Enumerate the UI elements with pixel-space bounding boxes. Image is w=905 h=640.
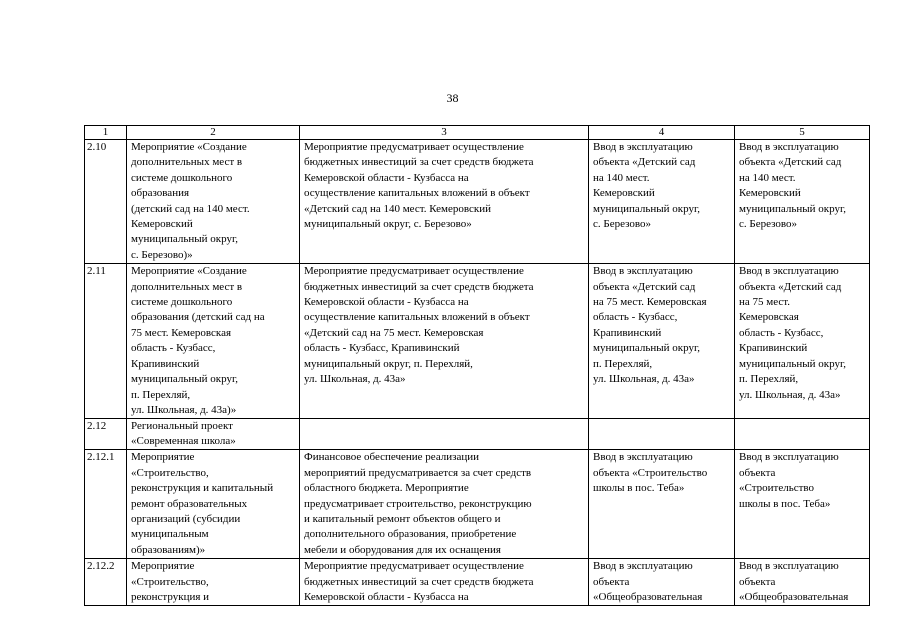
measure-description: Финансовое обеспечение реализации мероприятий предусматривается за счет средств областного бюджета. Мероприятие предусматривает строительство, реконструкцию и капитальный ремонт объектов общего и дополнительного образования, приобретение мебели и оборудования для их оснащения [300, 450, 589, 559]
table-header-row [85, 126, 870, 140]
table-row [85, 264, 870, 419]
row-number: 2.11 [85, 264, 127, 419]
header-cell: 3 [300, 126, 589, 140]
measure-name: Мероприятие «Создание дополнительных мест в системе дошкольного образования (детский сад на 75 мест. Кемеровская область - Кузбасс, Крапивинский муниципальный округ, п. Перехляй, ул. Школьная, д. 43а)» [127, 264, 300, 419]
measure-name: Мероприятие «Создание дополнительных мест в системе дошкольного образования (детский сад на 140 мест. Кемеровский муниципальный округ, с. Березово)» [127, 140, 300, 264]
measure-name: Мероприятие «Строительство, реконструкция и [127, 559, 300, 606]
target-indicator [735, 419, 870, 450]
target-indicator: Ввод в эксплуатацию объекта «Детский сад на 75 мест. Кемеровская область - Кузбасс, Крапивинский муниципальный округ, п. Перехляй, ул. Школьная, д. 43а» [735, 264, 870, 419]
target-indicator: Ввод в эксплуатацию объекта «Общеобразовательная [735, 559, 870, 606]
row-number: 2.12 [85, 419, 127, 450]
header-cell: 4 [589, 126, 735, 140]
expected-result [589, 419, 735, 450]
target-indicator: Ввод в эксплуатацию объекта «Строительство школы в пос. Теба» [735, 450, 870, 559]
header-cell: 1 [85, 126, 127, 140]
expected-result: Ввод в эксплуатацию объекта «Детский сад на 140 мест. Кемеровский муниципальный округ, с. Березово» [589, 140, 735, 264]
table-row [85, 559, 870, 606]
table-row [85, 450, 870, 559]
expected-result: Ввод в эксплуатацию объекта «Строительство школы в пос. Теба» [589, 450, 735, 559]
table-row [85, 140, 870, 264]
measure-description: Мероприятие предусматривает осуществление бюджетных инвестиций за счет средств бюджета Кемеровской области - Кузбасса на осуществление капитальных вложений в объект «Детский сад на 75 мест. Кемеровская область - Кузбасс, Крапивинский муниципальный округ, п. Перехляй, ул. Школьная, д. 43а» [300, 264, 589, 419]
expected-result: Ввод в эксплуатацию объекта «Общеобразовательная [589, 559, 735, 606]
row-number: 2.10 [85, 140, 127, 264]
measure-name: Региональный проект «Современная школа» [127, 419, 300, 450]
row-number: 2.12.1 [85, 450, 127, 559]
target-indicator: Ввод в эксплуатацию объекта «Детский сад на 140 мест. Кемеровский муниципальный округ, с. Березово» [735, 140, 870, 264]
row-number: 2.12.2 [85, 559, 127, 606]
table-row [85, 419, 870, 450]
measure-name: Мероприятие «Строительство, реконструкция и капитальный ремонт образовательных организаций (субсидии муниципальным образованиям)» [127, 450, 300, 559]
measure-description: Мероприятие предусматривает осуществление бюджетных инвестиций за счет средств бюджета Кемеровской области - Кузбасса на осуществление капитальных вложений в объект «Детский сад на 140 мест. Кемеровский муниципальный округ, с. Березово» [300, 140, 589, 264]
measure-description: Мероприятие предусматривает осуществление бюджетных инвестиций за счет средств бюджета Кемеровской области - Кузбасса на [300, 559, 589, 606]
measure-description [300, 419, 589, 450]
page-number: 38 [446, 91, 459, 105]
measures-table [84, 125, 870, 606]
expected-result: Ввод в эксплуатацию объекта «Детский сад на 75 мест. Кемеровская область - Кузбасс, Крапивинский муниципальный округ, п. Перехляй, ул. Школьная, д. 43а» [589, 264, 735, 419]
header-cell: 2 [127, 126, 300, 140]
header-cell: 5 [735, 126, 870, 140]
